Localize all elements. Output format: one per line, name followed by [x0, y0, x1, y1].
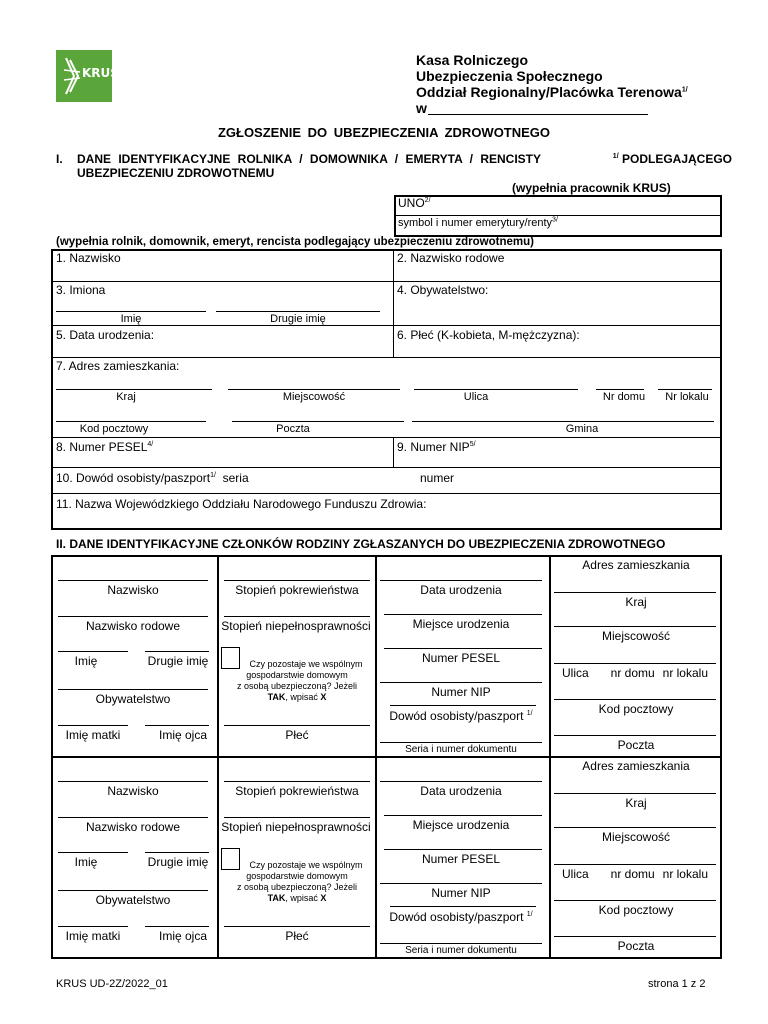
- miejscowosc-line[interactable]: [554, 827, 716, 828]
- imie-matki-line[interactable]: [58, 725, 128, 726]
- member-ulica: Ulica: [562, 867, 589, 881]
- wspolne-wpisac: , wpisać: [285, 893, 321, 903]
- member-wspolne-rest: [222, 871, 372, 904]
- member-nip: Numer NIP: [431, 685, 491, 699]
- member-nazwisko-rodowe: Nazwisko rodowe: [85, 619, 181, 633]
- imie-ojca-line[interactable]: [145, 926, 209, 927]
- field-imiona[interactable]: 3. Imiona: [56, 283, 106, 297]
- stopien-pokr-line[interactable]: [224, 580, 370, 581]
- poczta-sublabel: Poczta: [276, 423, 310, 435]
- pesel-line[interactable]: [384, 648, 542, 649]
- field-data-urodzenia[interactable]: 5. Data urodzenia:: [56, 328, 155, 342]
- member-imie-matki: Imię matki: [65, 728, 121, 742]
- seria-line[interactable]: [380, 943, 542, 944]
- member-data-urodzenia: Data urodzenia: [420, 784, 502, 798]
- form-title: ZGŁOSZENIE DO UBEZPIECZENIA ZDROWOTNEGO: [217, 125, 551, 140]
- member-plec: Płeć: [285, 929, 309, 943]
- field-dowod-numer[interactable]: numer: [420, 471, 455, 485]
- member-stopien-pokrewienstwa: Stopień pokrewieństwa: [235, 784, 359, 798]
- member-adres: Adres zamieszkania: [582, 558, 690, 572]
- logo-text: KRUS: [82, 66, 119, 80]
- member-dowod: [378, 709, 544, 723]
- imie-matki-line[interactable]: [58, 926, 128, 927]
- wspolne-l2: gospodarstwie domowym: [246, 871, 348, 881]
- kraj-sublabel: Kraj: [116, 391, 136, 403]
- member-dowod-sup: 1/: [526, 911, 533, 918]
- member-ulica-row: [556, 867, 720, 881]
- member-dowod-label: Dowód osobisty/paszport: [389, 910, 524, 924]
- member-ulica: Ulica: [562, 666, 589, 680]
- dowod-line[interactable]: [390, 705, 536, 706]
- symbol-label-text: symbol i numer emerytury/renty: [398, 217, 553, 229]
- wspolne-gospodarstwo-checkbox[interactable]: [221, 647, 240, 669]
- member-plec: Płeć: [285, 728, 309, 742]
- org-line2: Ubezpieczenia Społecznego: [416, 68, 603, 84]
- gmina-line[interactable]: [412, 421, 714, 422]
- kraj-line[interactable]: [554, 592, 716, 593]
- member-imie-ojca: Imię ojca: [158, 929, 208, 943]
- nazwisko-rodowe-line[interactable]: [58, 817, 208, 818]
- wspolne-l4: [222, 893, 372, 904]
- member-nr-lokalu: nr lokalu: [662, 867, 708, 881]
- imie-line[interactable]: [58, 651, 128, 652]
- member-dowod-label: Dowód osobisty/paszport: [389, 709, 524, 723]
- data-ur-line[interactable]: [380, 580, 542, 581]
- row-divider: [52, 467, 721, 468]
- dowod-sup: 1/: [210, 472, 216, 479]
- wspolne-x: X: [320, 893, 327, 903]
- wspolne-l1: Czy pozostaje we wspólnym: [249, 860, 363, 870]
- section1-number: I.: [56, 152, 63, 166]
- member-nazwisko: Nazwisko: [107, 583, 159, 597]
- field-plec[interactable]: 6. Płeć (K-kobieta, M-mężczyzna):: [397, 328, 580, 342]
- member-miejscowosc: Miejscowość: [601, 629, 670, 643]
- member-ulica-row: [556, 666, 720, 680]
- member-imie: Imię: [74, 855, 98, 869]
- nazwisko-line[interactable]: [58, 781, 208, 782]
- kod-line[interactable]: [56, 421, 206, 422]
- section1-title-a: DANE IDENTYFIKACYJNE ROLNIKA / DOMOWNIKA / EMERYTA / RENCISTY: [77, 152, 542, 166]
- plec-line[interactable]: [224, 725, 370, 726]
- stopien-niep-line[interactable]: [224, 817, 370, 818]
- nrdomu-sublabel: Nr domu: [602, 391, 646, 403]
- wspolne-tak: TAK: [267, 893, 286, 903]
- field-adres: 7. Adres zamieszkania:: [56, 359, 180, 373]
- member-pesel: Numer PESEL: [421, 852, 501, 866]
- member-imie-matki: Imię matki: [65, 929, 121, 943]
- wspolne-l3: z osobą ubezpieczoną? Jeżeli: [236, 681, 358, 691]
- uno-label-text: UNO: [398, 196, 425, 210]
- member-kraj: Kraj: [625, 595, 647, 609]
- nazwisko-rodowe-line[interactable]: [58, 616, 208, 617]
- nip-line[interactable]: [380, 883, 542, 884]
- kraj-line[interactable]: [554, 793, 716, 794]
- org-line3-text: Oddział Regionalny/Placówka Terenowa: [416, 84, 682, 100]
- member-nr-lokalu: nr lokalu: [662, 666, 708, 680]
- kod-line[interactable]: [554, 900, 716, 901]
- nip-sup: 5/: [469, 441, 476, 448]
- poczta-line[interactable]: [232, 421, 404, 422]
- member-seria-numer: Seria i numer dokumentu: [405, 744, 517, 755]
- uno-sup: 2/: [424, 197, 431, 204]
- wspolne-tak: TAK: [267, 692, 286, 702]
- row-divider: [52, 493, 721, 494]
- member-wspolne-rest: [222, 670, 372, 703]
- nip-line[interactable]: [380, 682, 542, 683]
- member-poczta: Poczta: [617, 939, 655, 953]
- ulica-line[interactable]: [554, 663, 716, 664]
- field-obywatelstwo[interactable]: 4. Obywatelstwo:: [397, 283, 489, 297]
- data-ur-line[interactable]: [380, 781, 542, 782]
- plec-line[interactable]: [224, 926, 370, 927]
- wspolne-wpisac: , wpisać: [285, 692, 321, 702]
- symbol-sup: 3/: [552, 216, 558, 224]
- col-divider: [393, 437, 394, 467]
- field-nazwisko[interactable]: 1. Nazwisko: [56, 251, 121, 265]
- wspolne-l3: z osobą ubezpieczoną? Jeżeli: [236, 882, 358, 892]
- imie-ojca-line[interactable]: [145, 725, 209, 726]
- member-adres: Adres zamieszkania: [582, 759, 690, 773]
- section2-title: II. DANE IDENTYFIKACYJNE CZŁONKÓW RODZINY ZGŁASZANYCH DO UBEZPIECZENIA ZDROWOTNEGO: [56, 537, 666, 551]
- ulica-line[interactable]: [554, 864, 716, 865]
- dowod-seria: seria: [222, 471, 249, 485]
- field-pesel[interactable]: [56, 440, 153, 454]
- member-pesel: Numer PESEL: [421, 651, 501, 665]
- drugie-imie-line[interactable]: [145, 651, 209, 652]
- member-dowod-sup: 1/: [526, 710, 533, 717]
- member-nip: Numer NIP: [431, 886, 491, 900]
- member-nr-domu: nr domu: [610, 666, 655, 680]
- member-stopien-niepelnosprawnosci: Stopień niepełnosprawności: [221, 820, 371, 834]
- section1-title-end: PODLEGAJĄCEGO: [621, 152, 732, 166]
- wspolne-l2: gospodarstwie domowym: [246, 670, 348, 680]
- member-dowod: [378, 910, 544, 924]
- dowod-line[interactable]: [390, 906, 536, 907]
- poczta-line[interactable]: [554, 735, 716, 736]
- member-seria-numer: Seria i numer dokumentu: [405, 945, 517, 956]
- nrlokalu-sublabel: Nr lokalu: [665, 391, 709, 403]
- org-line3-sup: 1/: [681, 86, 688, 94]
- pesel-sup: 4/: [147, 441, 154, 448]
- col-divider: [549, 556, 551, 958]
- gmina-sublabel: Gmina: [565, 423, 599, 435]
- row-divider: [52, 437, 721, 438]
- stopien-niep-line[interactable]: [224, 616, 370, 617]
- field-nip[interactable]: [397, 440, 476, 454]
- member-divider: [52, 756, 721, 758]
- krus-note: (wypełnia pracownik KRUS): [512, 181, 671, 195]
- col-divider: [217, 556, 219, 958]
- member-kod: Kod pocztowy: [598, 903, 674, 917]
- member-obywatelstwo: Obywatelstwo: [95, 692, 171, 706]
- miejscowosc-sublabel: Miejscowość: [282, 391, 346, 403]
- member-kod: Kod pocztowy: [598, 702, 674, 716]
- drugie-imie-line[interactable]: [145, 852, 209, 853]
- obywatelstwo-line[interactable]: [58, 689, 208, 690]
- member-poczta: Poczta: [617, 738, 655, 752]
- ulica-sublabel: Ulica: [463, 391, 489, 403]
- member-kraj: Kraj: [625, 796, 647, 810]
- imie-line[interactable]: [58, 852, 128, 853]
- wspolne-x: X: [320, 692, 327, 702]
- member-miejscowosc: Miejscowość: [601, 830, 670, 844]
- obywatelstwo-line[interactable]: [58, 890, 208, 891]
- member-wspolne-question: [240, 860, 372, 871]
- member-imie-ojca: Imię ojca: [158, 728, 208, 742]
- section1-title-line2: UBEZPIECZENIU ZDROWOTNEMU: [77, 166, 275, 180]
- section1-title-sup: 1/: [612, 153, 619, 160]
- org-line1: Kasa Rolniczego: [416, 52, 529, 68]
- member-miejsce-urodzenia: Miejsce urodzenia: [412, 818, 510, 832]
- member-obywatelstwo: Obywatelstwo: [95, 893, 171, 907]
- member-miejsce-urodzenia: Miejsce urodzenia: [412, 617, 510, 631]
- member-drugie-imie: Drugie imię: [147, 654, 209, 668]
- org-line4: w: [416, 100, 427, 116]
- wspolne-gospodarstwo-checkbox[interactable]: [221, 848, 240, 870]
- wspolne-l4: [222, 692, 372, 703]
- wspolne-l1: Czy pozostaje we wspólnym: [249, 659, 363, 669]
- field-nfz[interactable]: 11. Nazwa Wojewódzkiego Oddziału Narodowego Funduszu Zdrowia:: [56, 497, 427, 511]
- member-drugie-imie: Drugie imię: [147, 855, 209, 869]
- pesel-label: 8. Numer PESEL: [56, 440, 148, 454]
- miejsce-ur-line[interactable]: [384, 614, 542, 615]
- stopien-pokr-line[interactable]: [224, 781, 370, 782]
- seria-line[interactable]: [380, 742, 542, 743]
- field-dowod[interactable]: [56, 471, 249, 485]
- member-data-urodzenia: Data urodzenia: [420, 583, 502, 597]
- member-nr-domu: nr domu: [610, 867, 655, 881]
- member-stopien-pokrewienstwa: Stopień pokrewieństwa: [235, 583, 359, 597]
- page-number: strona 1 z 2: [648, 978, 706, 990]
- nazwisko-line[interactable]: [58, 580, 208, 581]
- member-wspolne-question: [240, 659, 372, 670]
- member-stopien-niepelnosprawnosci: Stopień niepełnosprawności: [221, 619, 371, 633]
- member-nazwisko-rodowe: Nazwisko rodowe: [85, 820, 181, 834]
- poczta-line[interactable]: [554, 936, 716, 937]
- drugie-imie-sublabel: Drugie imię: [270, 313, 326, 325]
- filler-note: (wypełnia rolnik, domownik, emeryt, rencista podlegający ubezpieczeniu zdrowotnemu): [56, 236, 534, 248]
- kod-line[interactable]: [554, 699, 716, 700]
- kod-sublabel: Kod pocztowy: [79, 423, 149, 435]
- form-code: KRUS UD-2Z/2022_01: [56, 978, 168, 990]
- miejsce-ur-line[interactable]: [384, 815, 542, 816]
- imie-sublabel: Imię: [120, 313, 142, 325]
- member-imie: Imię: [74, 654, 98, 668]
- pesel-line[interactable]: [384, 849, 542, 850]
- member-nazwisko: Nazwisko: [107, 784, 159, 798]
- miejscowosc-line[interactable]: [554, 626, 716, 627]
- nip-label: 9. Numer NIP: [397, 440, 470, 454]
- dowod-label: 10. Dowód osobisty/paszport: [56, 471, 211, 485]
- col-divider: [375, 556, 377, 958]
- field-nazwisko-rodowe[interactable]: 2. Nazwisko rodowe: [397, 251, 505, 265]
